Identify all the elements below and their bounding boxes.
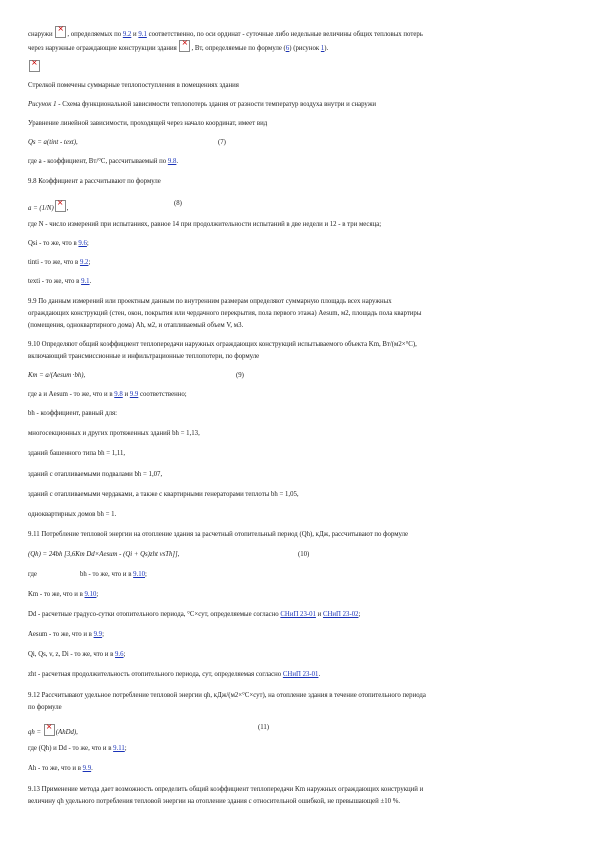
text: и [124,391,129,398]
text: ; [145,571,147,578]
missing-image-icon [55,200,66,212]
link-snip-23-01[interactable]: СНиП 23-01 [282,671,319,678]
link-9-8[interactable]: 9.8 [114,391,123,398]
link-9-11[interactable]: 9.11 [113,745,125,752]
paragraph-line: зданий с отапливаемыми подвалами bh = 1,07, [28,471,163,478]
paragraph-line [28,591,98,599]
formula-text: qh = [28,729,42,736]
formula-7 [28,139,226,147]
missing-image-icon [55,26,66,38]
figure-caption [28,101,376,109]
paragraph-line: включающий трансмиссионные и инфильтрационные теплопотери, по формуле [28,353,260,360]
text: . [89,278,92,285]
text: zht - расчетная продолжительность отопительного периода, сут, определяемая согласно [28,671,282,678]
text: Ah - то же, что и в [28,765,81,772]
paragraph-line [28,240,89,248]
link-9-9[interactable]: 9.9 [129,391,139,398]
formula-number: (7) [218,139,226,146]
text: . [318,671,321,678]
formula-11 [28,724,270,737]
link-9-6[interactable]: 9.6 [115,651,124,658]
text: (рисунок [293,45,320,52]
link-9-2[interactable]: 9.2 [122,31,132,38]
formula-text: Qs = a(tint - text), [28,139,78,146]
text: снаружи [28,31,53,38]
text: . [176,158,179,165]
formula-text: Km = a/(Aesum ·bh), [28,372,86,379]
paragraph-line: 9.12 Рассчитывают удельное потребление тепловой энергии qh, кДж/(м2×°С×сут), на отопление здания в течение отопительного периода [28,692,426,699]
paragraph-line [28,158,178,166]
text: , определяемых по [67,31,122,38]
text: Aesum - то же, что и в [28,631,92,638]
text: и [317,611,322,618]
text: ; [102,631,104,638]
paragraph-line: 9.13 Применение метода дает возможность определить общий коэффициент теплопередачи Km наружных ограждающих конструкций и [28,786,424,793]
paragraph-line: 9.8 Коэффициент a рассчитывают по формуле [28,178,161,185]
paragraph-line: (помещения, одноквартирного дома) Ah, м2, и отапливаемый объем V, м3. [28,322,244,329]
text: , Вт, определяемые по формуле [191,45,282,52]
text: где a - коэффициент, Вт/°С, рассчитываемый по [28,158,167,165]
text: ; [96,591,99,598]
link-9-9[interactable]: 9.9 [93,631,103,638]
paragraph-line [28,651,125,659]
formula-10 [28,551,310,559]
link-9-8[interactable]: 9.8 [167,158,177,165]
text: ; [86,240,89,247]
paragraph-line: 9.10 Определяют общий коэффициент теплопередачи наружных ограждающих конструкций испытываемого объекта Km, Вт/(м2×°С), [28,341,417,348]
link-9-6[interactable]: 9.6 [78,240,87,247]
link-snip-23-02[interactable]: СНиП 23-02 [322,611,359,618]
formula-number: (10) [298,551,310,558]
paragraph-line [28,631,104,639]
formula-number: (8) [174,200,182,207]
text: tinti - то же, что в [28,259,79,266]
paragraph-line: многосекционных и других протяженных зданий bh = 1,13, [28,430,200,437]
paragraph-line [28,391,187,399]
link-9-9[interactable]: 9.9 [82,765,92,772]
missing-image-icon [44,724,55,736]
paragraph-line: bh - коэффициент, равный для: [28,410,117,417]
figure-image [28,60,41,73]
text: ; [88,259,91,266]
text: где (Qh) и Dd - то же, что и в [28,745,112,752]
paragraph-line: зданий с отапливаемыми чердаками, а также с квартирными генераторами теплоты bh = 1,05, [28,491,299,498]
caption-label: Рисунок 1 [28,101,57,108]
link-figure-1[interactable]: 1 [320,45,325,52]
text: , [66,205,69,212]
paragraph-line: Стрелкой помечены суммарные теплопоступления в помещениях здания [28,82,239,89]
missing-image-icon [29,60,40,72]
paragraph-line: одноквартирных домов bh = 1. [28,511,117,518]
paragraph-line [28,259,90,267]
text: соответственно, по оси ординат - суточные либо недельные величины общих тепловых потерь [148,31,423,38]
link-9-1[interactable]: 9.1 [81,278,90,285]
formula-text: (AhDd), [55,729,78,736]
paragraph-line [28,745,127,753]
formula-number: (9) [236,372,244,379]
link-9-2[interactable]: 9.2 [79,259,89,266]
formula-text: a = (1/N) [28,205,54,212]
paragraph-line [28,671,320,679]
text: ). [324,45,329,52]
paragraph-line [28,571,147,579]
text: через наружные ограждающие конструкции здания [28,45,177,52]
paragraph-line [28,26,423,39]
text: ; [358,611,361,618]
caption-text: - Схема функциональной зависимости теплопотерь здания от разности температур воздуха внутри и снаружи [56,101,377,108]
text: Qsi - то же, что в [28,240,77,247]
text: Km - то же, что и в [28,591,83,598]
formula-number: (11) [258,724,270,731]
paragraph-line: Уравнение линейной зависимости, проходящей через начало координат, имеет вид [28,120,268,127]
paragraph-line: по формуле [28,704,62,711]
paragraph-line [28,765,93,773]
text: ; [123,651,126,658]
formula-8 [28,200,182,213]
text: . [91,765,93,772]
formula-9 [28,372,244,380]
text: где a и Aesum - то же, что и в [28,391,113,398]
missing-image-icon [179,40,190,52]
link-9-10[interactable]: 9.10 [84,591,97,598]
paragraph-line: зданий башенного типа bh = 1,11, [28,450,126,457]
link-formula-6[interactable]: 6 [285,45,290,52]
paragraph-line: ограждающих конструкций (стен, окон, покрытия или чердачного перекрытия, пола первого этажа) Aesum, м2, площадь пола квартиры [28,310,422,317]
text: Qi, Qs, v, z, Di - то же, что и в [28,651,114,658]
paragraph-line [28,611,360,619]
paragraph-line: величину qh удельного потребления тепловой энергии на отопление здания с относительной ошибкой, не превышающей ±10 %. [28,798,401,805]
formula-text: (Qh) = 24bh [3,6Km Dd×Aesum - (Qi + Qs)zht vsTh]], [28,551,180,558]
text: Dd - расчетные градусо-сутки отопительного периода, °С×сут, определяемые согласно [28,611,279,618]
text: texti - то же, что в [28,278,80,285]
link-snip-23-01[interactable]: СНиП 23-01 [280,611,316,618]
paragraph-line: где N - число измерений при испытаниях, равное 14 при продолжительности испытаний в две недели и 12 - в три месяца; [28,221,382,228]
paragraph-line: 9.9 По данным измерений или проектным данным по внутренним размерам определяют суммарную площадь всех наружных [28,298,392,305]
text: bh - то же, что и в [80,571,132,578]
paragraph-line: 9.11 Потребление тепловой энергии на отопление здания за расчетный отопительный период (Qh), кДж, рассчитывают по формуле [28,531,409,538]
text: где [28,571,37,578]
text: соответственно; [140,391,187,398]
paragraph-line: через наружные ограждающие конструкции здания × , Вт, определяемые по формуле (6) (рисунок 1). [28,40,328,53]
text: и [133,31,137,38]
link-9-10[interactable]: 9.10 [133,571,146,578]
link-9-1[interactable]: 9.1 [138,31,147,38]
text: ; [124,745,127,752]
paragraph-line [28,278,91,286]
